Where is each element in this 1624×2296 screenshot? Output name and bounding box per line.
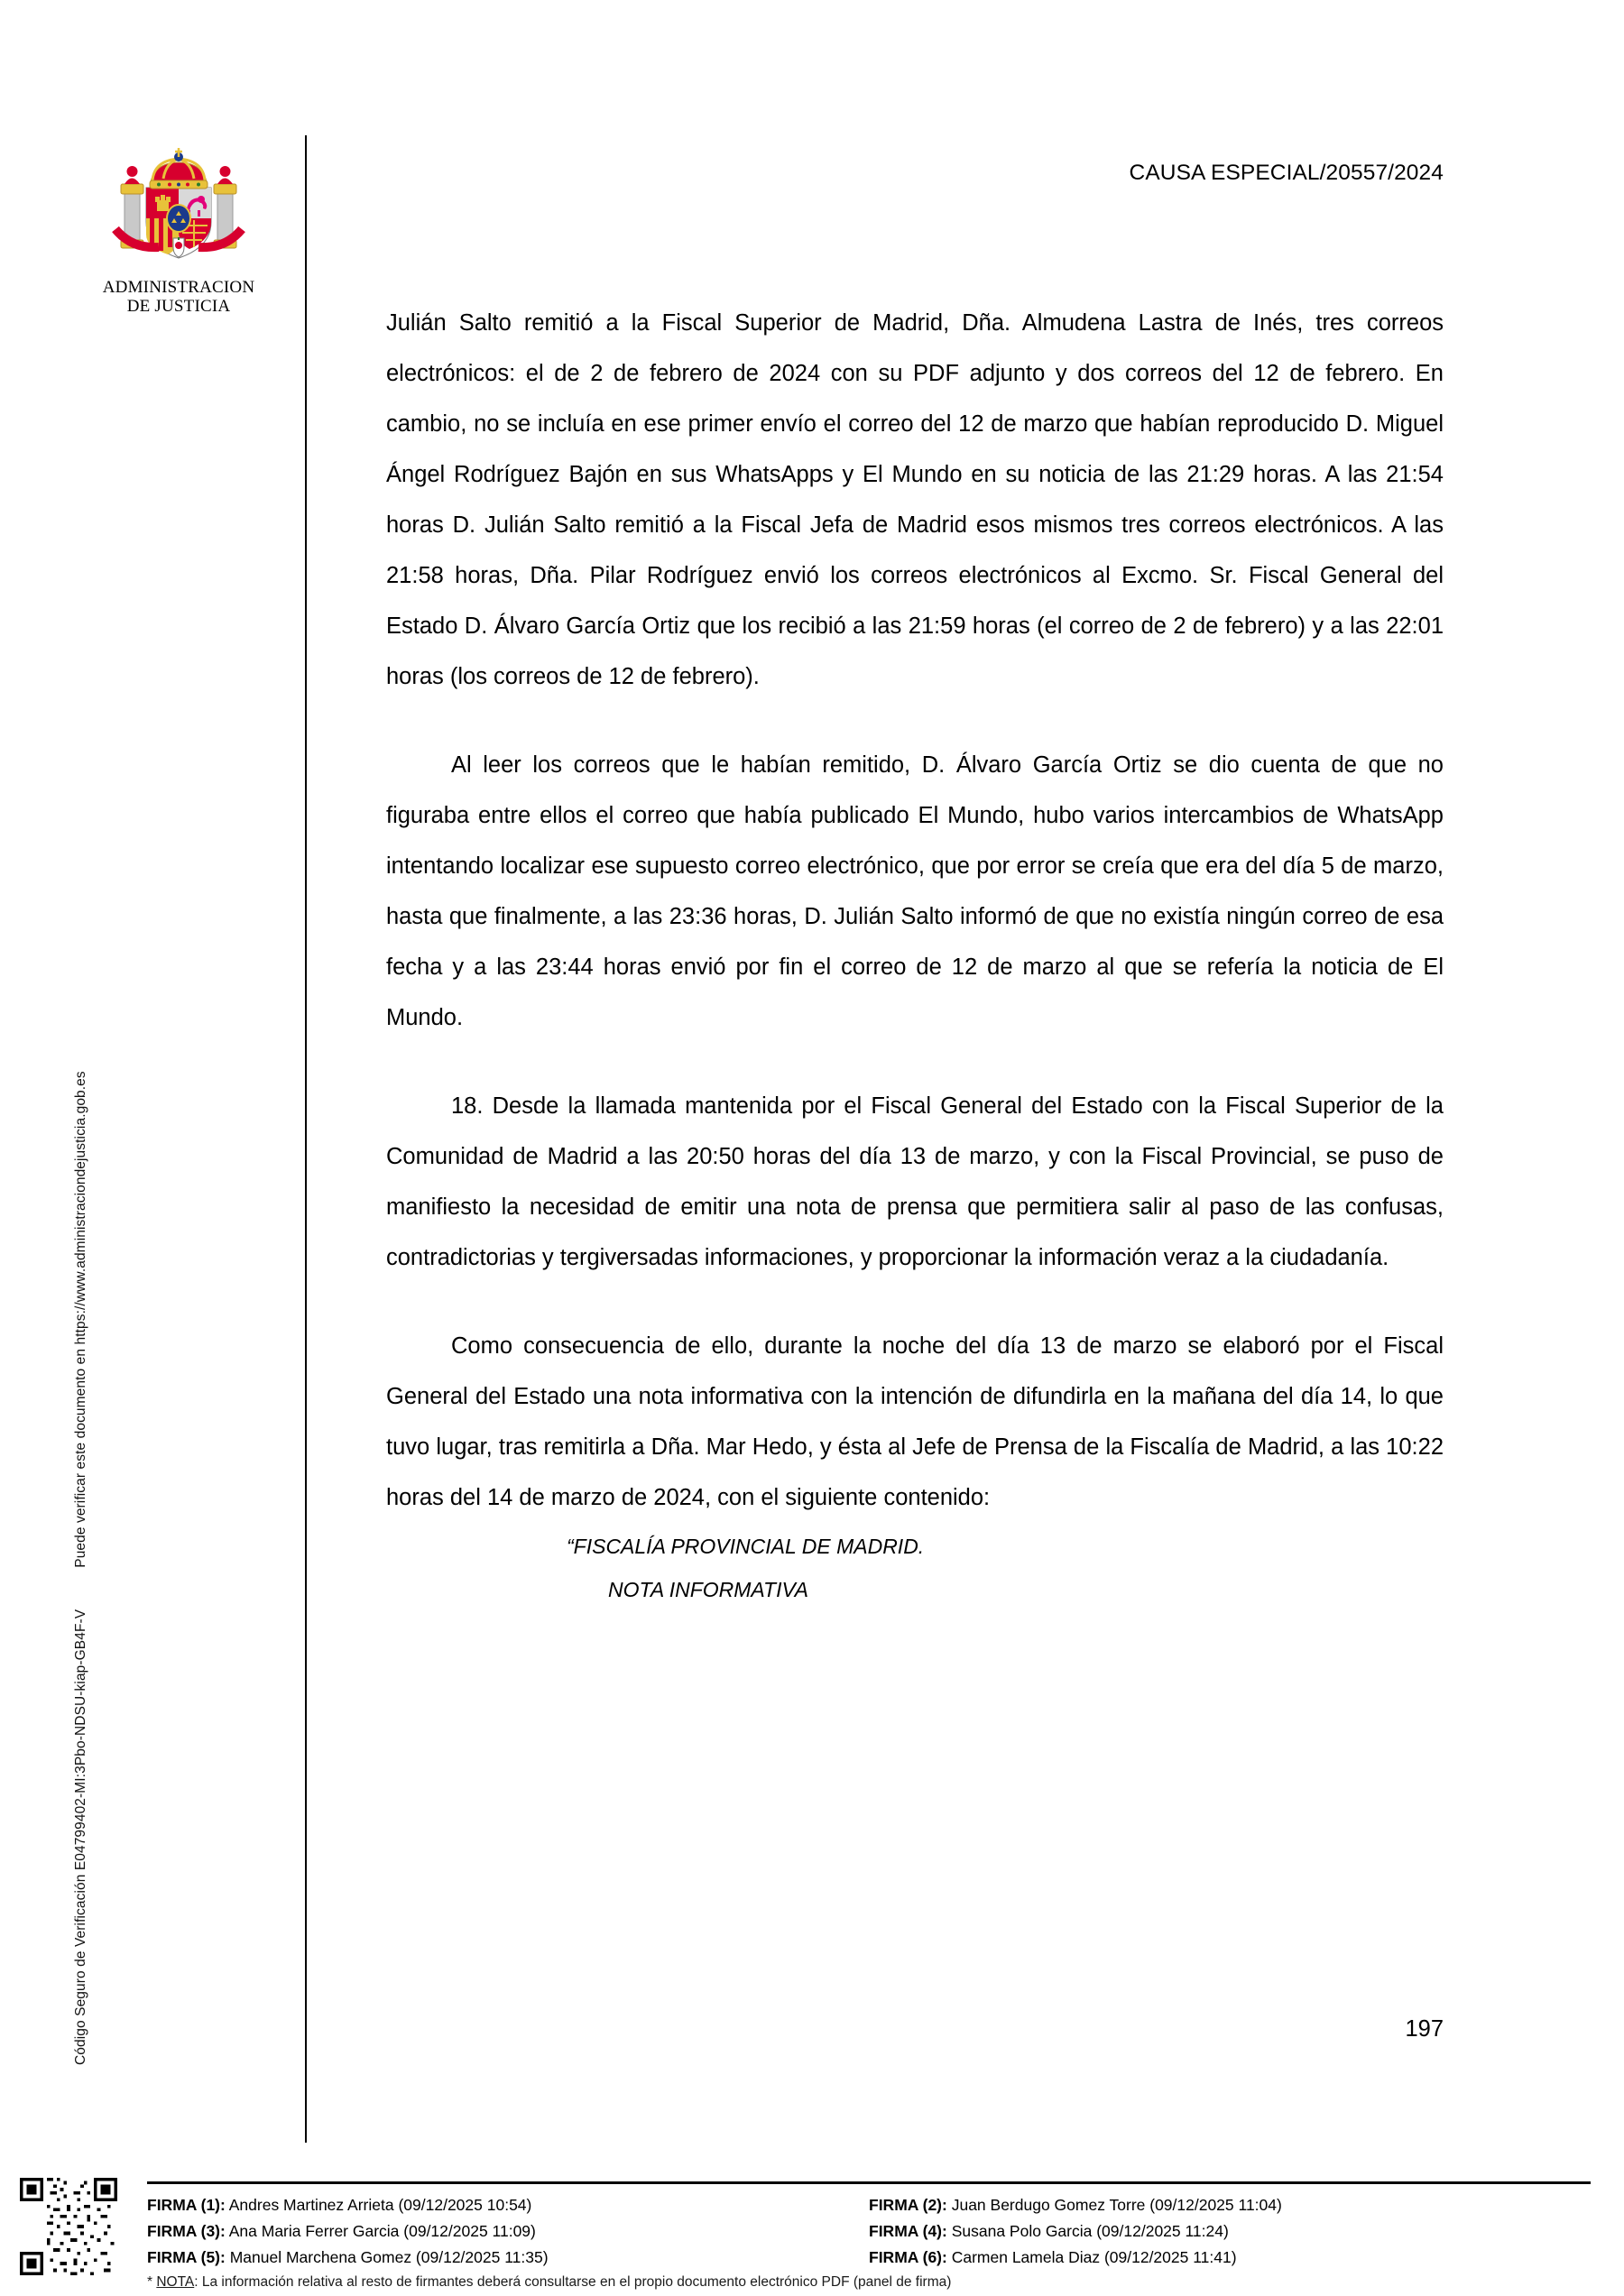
signature-value: Juan Berdugo Gomez Torre (09/12/2025 11:04) [951, 2196, 1282, 2214]
footer-divider [147, 2181, 1591, 2184]
signature-row [869, 2245, 1600, 2271]
spain-coat-of-arms-icon [103, 124, 254, 276]
signature-row [147, 2192, 869, 2218]
signature-row [869, 2218, 1600, 2245]
emblem-label [79, 278, 278, 316]
paragraph-3: 18. Desde la llamada mantenida por el Fiscal General del Estado con la Fiscal Superior de la Comunidad de Madrid a las 20:50 horas del día 13 de marzo, y con la Fiscal Provincial, se puso de manifiesto la necesidad de emitir una nota de prensa que permitiera salir al paso de las confusas, contradictorias y tergiversadas informaciones, y proporcionar la información veraz a la ciudadanía. [386, 1093, 1444, 1270]
quote-line-1: “FISCALÍA PROVINCIAL DE MADRID. [567, 1535, 925, 1558]
signature-label: FIRMA (2): [869, 2196, 947, 2214]
paragraph-2: Al leer los correos que le habían remitido, D. Álvaro García Ortiz se dio cuenta de que no figuraba entre ellos el correo que había publicado El Mundo, hubo varios intercambios de WhatsApp intentando localizar ese supuesto correo electrónico, que por error se creía que era del día 5 de marzo, hasta que finalmente, a las 23:36 horas, D. Julián Salto informó de que no existía ningún correo de esa fecha y a las 23:44 horas envió por fin el correo de 12 de marzo al que se refería la noticia de El Mundo. [386, 752, 1444, 1030]
signature-row [869, 2192, 1600, 2218]
signature-list [147, 2192, 1600, 2271]
verification-sidebar-text [73, 80, 89, 2065]
footer-note-underlined: NOTA [156, 2274, 195, 2290]
verification-sidebar [0, 0, 88, 2147]
signature-value: Susana Polo Garcia (09/12/2025 11:24) [951, 2222, 1229, 2240]
signature-footer [0, 2165, 1624, 2296]
signature-label: FIRMA (6): [869, 2248, 947, 2266]
document-body [386, 298, 1444, 1611]
signature-label: FIRMA (1): [147, 2196, 226, 2214]
page-number: 197 [1405, 2016, 1444, 2042]
signature-label: FIRMA (3): [147, 2222, 226, 2240]
signature-value: Carmen Lamela Diaz (09/12/2025 11:41) [951, 2248, 1237, 2266]
verification-url-label: Puede verificar este documento en https://www.administraciondejusticia.gob.es [73, 1071, 88, 1568]
quoted-note [386, 1525, 1444, 1611]
coat-of-arms-block [79, 124, 278, 316]
page-header-case-reference: CAUSA ESPECIAL/20557/2024 [1129, 161, 1444, 185]
footer-note-rest: : La información relativa al resto de firmantes deberá consultarse en el propio documento electrónico PDF (panel de firma) [194, 2274, 952, 2290]
signature-row [147, 2245, 869, 2271]
signature-label: FIRMA (4): [869, 2222, 947, 2240]
signature-value: Manuel Marchena Gomez (09/12/2025 11:35) [229, 2248, 549, 2266]
footer-note [147, 2274, 951, 2291]
paragraph-1: Julián Salto remitió a la Fiscal Superior de Madrid, Dña. Almudena Lastra de Inés, tres correos electrónicos: el de 2 de febrero de 2024 con su PDF adjunto y dos correos del 12 de febrero. En cambio, no se incluía en ese primer envío el correo del 12 de marzo que habían reproducido D. Miguel Ángel Rodríguez Bajón en sus WhatsApps y El Mundo en su noticia de las 21:29 horas. A las 21:54 horas D. Julián Salto remitió a la Fiscal Jefa de Madrid esos mismos tres correos electrónicos. A las 21:58 horas, Dña. Pilar Rodríguez envió los correos electrónicos al Excmo. Sr. Fiscal General del Estado D. Álvaro García Ortiz que los recibió a las 21:59 horas (el correo de 2 de febrero) y a las 22:01 horas (los correos de 12 de febrero). [386, 310, 1444, 689]
margin-vertical-rule [305, 135, 307, 2143]
signature-value: Andres Martinez Arrieta (09/12/2025 10:54) [228, 2196, 532, 2214]
emblem-label-line2: DE JUSTICIA [126, 297, 231, 316]
signature-value: Ana Maria Ferrer Garcia (09/12/2025 11:09) [228, 2222, 536, 2240]
signature-row [147, 2218, 869, 2245]
quote-line-2: NOTA INFORMATIVA [608, 1578, 808, 1601]
emblem-label-line1: ADMINISTRACION [102, 278, 255, 297]
verification-code-label: Código Seguro de Verificación E04799402-MI:3Pbo-NDSU-kiap-GB4F-V [73, 1609, 88, 2065]
footer-note-prefix: * [147, 2274, 157, 2290]
paragraph-4: Como consecuencia de ello, durante la noche del día 13 de marzo se elaboró por el Fiscal General del Estado una nota informativa con la intención de difundirla en la mañana del día 14, lo que tuvo lugar, tras remitirla a Dña. Mar Hedo, y ésta al Jefe de Prensa de la Fiscalía de Madrid, a las 10:22 horas del 14 de marzo de 2024, con el siguiente contenido: [386, 1333, 1444, 1510]
signature-label: FIRMA (5): [147, 2248, 226, 2266]
